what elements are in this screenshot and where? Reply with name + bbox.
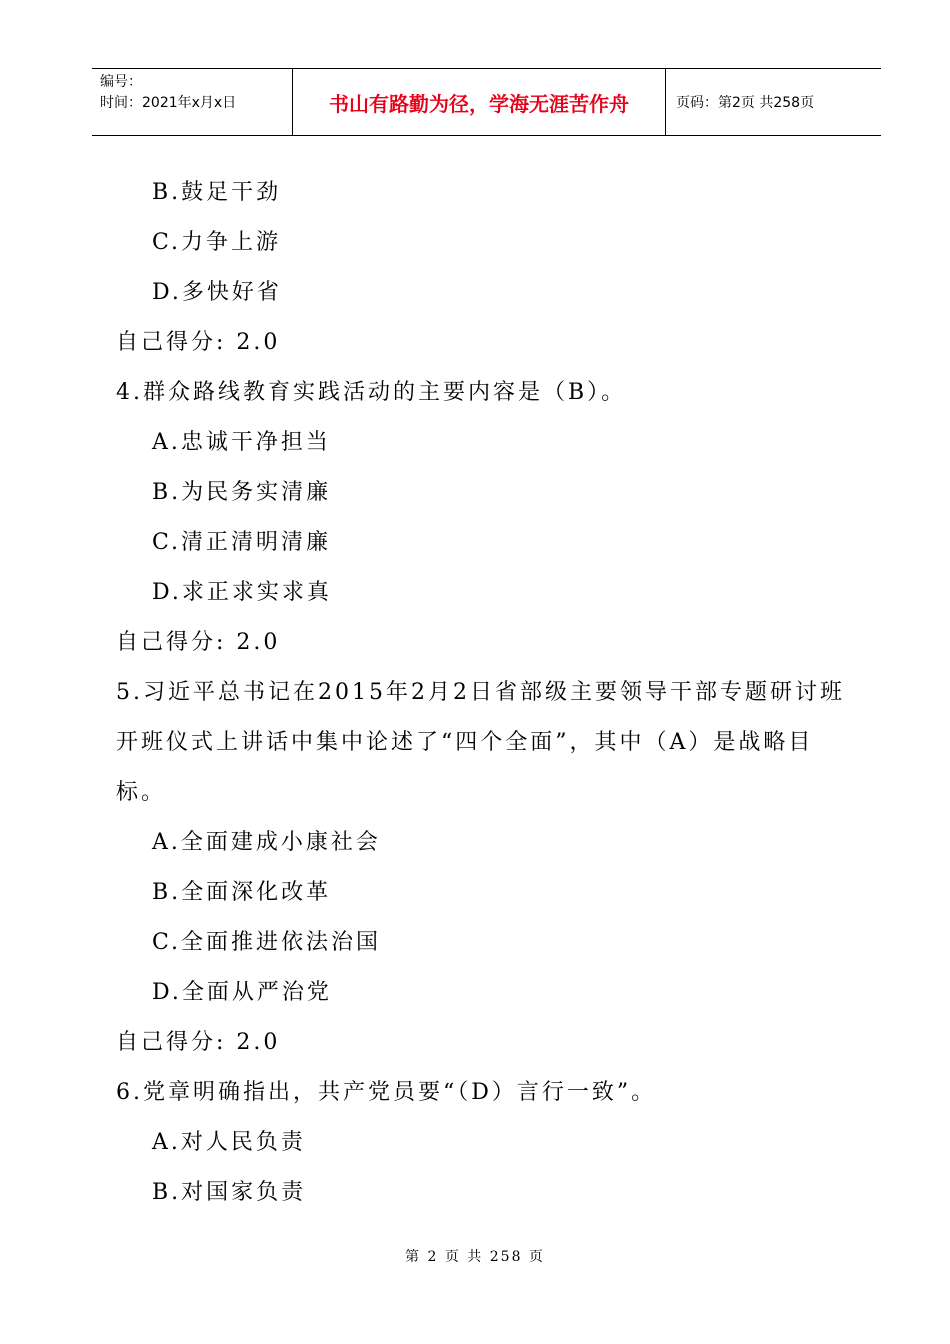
page-header — [92, 68, 881, 136]
option-line: B.对国家负责 — [152, 1180, 307, 1205]
option-line: D.多快好省 — [152, 280, 282, 305]
question-line: 标。 — [116, 780, 167, 805]
time-label: 时间：2021年x月x日 — [100, 95, 237, 111]
header-meta — [92, 69, 293, 135]
option-line: A.全面建成小康社会 — [152, 830, 381, 855]
question-line: 4.群众路线教育实践活动的主要内容是（B）。 — [116, 380, 627, 405]
option-line: D.求正求实求真 — [152, 580, 332, 605]
option-line: C.清正清明清廉 — [152, 530, 332, 555]
score-line: 自己得分: 2.0 — [116, 1030, 281, 1055]
option-line: B.为民务实清廉 — [152, 480, 332, 505]
number-label: 编号： — [100, 74, 142, 90]
option-line: D.全面从严治党 — [152, 980, 332, 1005]
option-line: C.全面推进依法治国 — [152, 930, 382, 955]
question-line: 6.党章明确指出，共产党员要“（D）言行一致”。 — [116, 1080, 657, 1105]
header-motto: 书山有路勤为径，学海无涯苦作舟 — [293, 69, 666, 135]
option-line: B.鼓足干劲 — [152, 180, 282, 205]
document-body — [0, 168, 950, 1218]
question-line: 开班仪式上讲话中集中论述了“四个全面”，其中（A）是战略目 — [116, 730, 814, 755]
question-line: 5.习近平总书记在2015年2月2日省部级主要领导干部专题研讨班 — [116, 680, 845, 705]
option-line: C.力争上游 — [152, 230, 282, 255]
option-line: A.对人民负责 — [152, 1130, 306, 1155]
option-line: A.忠诚干净担当 — [152, 430, 331, 455]
option-line: B.全面深化改革 — [152, 880, 332, 905]
header-page-info: 页码：第2页 共258页 — [676, 95, 815, 111]
score-line: 自己得分: 2.0 — [116, 330, 281, 355]
page-footer: 第 2 页 共 258 页 — [405, 1249, 545, 1265]
score-line: 自己得分: 2.0 — [116, 630, 281, 655]
